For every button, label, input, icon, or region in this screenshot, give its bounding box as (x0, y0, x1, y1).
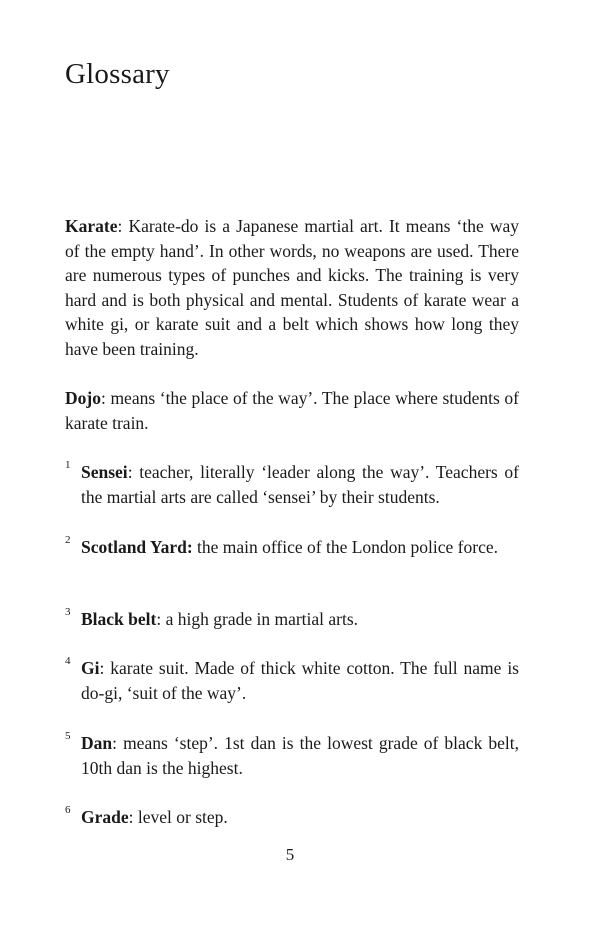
footnote-term: Grade (81, 807, 129, 827)
entry-term: Karate (65, 216, 118, 236)
footnote-5 (65, 731, 519, 780)
footnote-body (81, 535, 519, 560)
footnote-body (81, 607, 519, 632)
footnote-separator: : (156, 609, 166, 629)
footnote-term: Sensei (81, 462, 128, 482)
footnote-body (81, 805, 519, 830)
footnote-separator: : (128, 807, 138, 827)
footnote-6 (65, 805, 519, 830)
footnote-term: Gi (81, 658, 100, 678)
footnote-2 (65, 535, 519, 560)
footnote-term: Scotland Yard: (81, 537, 193, 557)
entry-definition: Karate-do is a Japanese martial art. It means ‘the way of the empty hand’. In other words, no weapons are used. There are numerous types of punches and kicks. The training is very hard and is both physical and mental. Students of karate wear a white gi, or karate suit and a belt which shows how long they have been training. (65, 216, 519, 359)
footnote-number: 5 (65, 730, 71, 742)
footnote-body (81, 656, 519, 705)
footnote-separator: : (112, 733, 124, 753)
footnote-4 (65, 656, 519, 705)
footnote-definition: the main office of the London police force. (197, 537, 498, 557)
footnote-body (81, 731, 519, 780)
footnote-term: Dan (81, 733, 113, 753)
footnote-definition: teacher, literally ‘leader along the way’. Teachers of the martial arts are called ‘sensei’ by their students. (81, 462, 519, 507)
entry-definition: means ‘the place of the way’. The place where students of karate train. (65, 388, 519, 433)
footnote-number: 2 (65, 534, 71, 546)
footnote-definition: karate suit. Made of thick white cotton. The full name is do-gi, ‘suit of the way’. (81, 658, 519, 703)
footnote-1 (65, 460, 519, 509)
entry-separator: : (100, 388, 111, 408)
footnote-3 (65, 607, 519, 632)
page-number: 5 (285, 845, 295, 864)
footnote-definition: level or step. (137, 807, 228, 827)
glossary-entry-dojo (65, 386, 519, 435)
footnote-definition: means ‘step’. 1st dan is the lowest grade of black belt, 10th dan is the highest. (81, 733, 519, 778)
footnote-number: 4 (65, 655, 71, 667)
footnote-number: 6 (65, 804, 71, 816)
glossary-entry-karate (65, 214, 519, 362)
page-title: Glossary (65, 58, 170, 90)
entry-separator: : (117, 216, 129, 236)
footnote-term: Black belt (81, 609, 157, 629)
entry-term: Dojo (65, 388, 101, 408)
footnote-body (81, 460, 519, 509)
footnote-separator: : (127, 462, 140, 482)
footnote-number: 1 (65, 459, 71, 471)
footnote-number: 3 (65, 606, 71, 618)
footnote-definition: a high grade in martial arts. (165, 609, 359, 629)
footnote-separator: : (99, 658, 111, 678)
